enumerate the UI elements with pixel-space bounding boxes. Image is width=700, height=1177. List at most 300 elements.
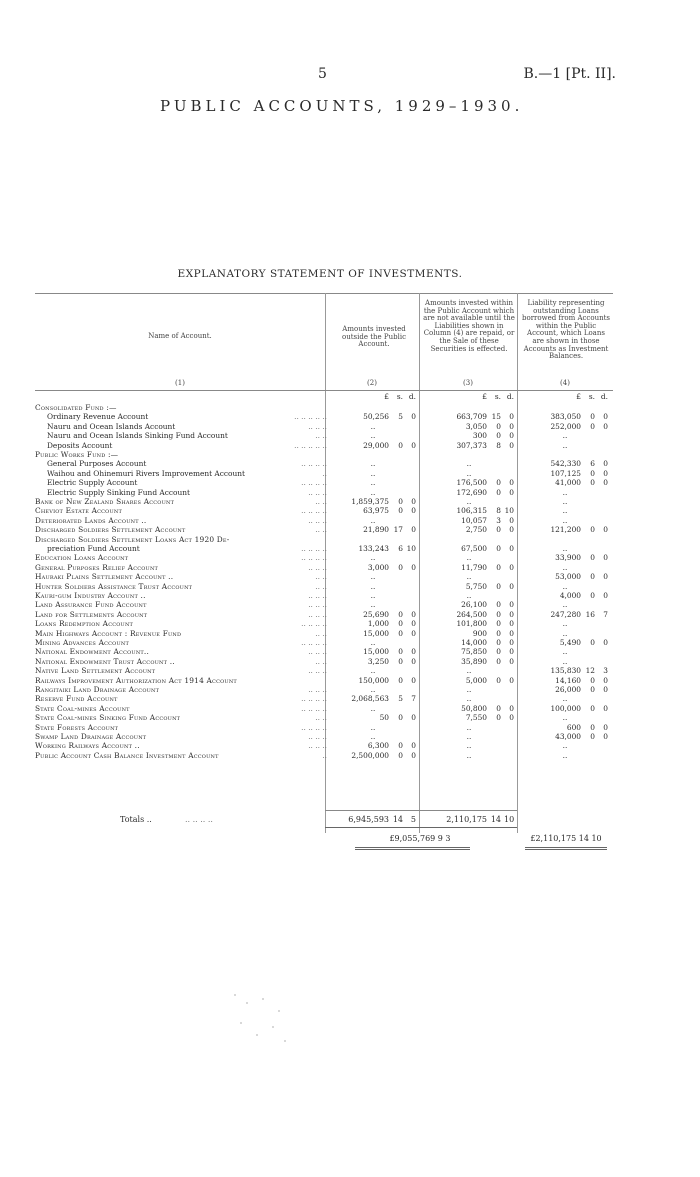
shillings-value: 0 (398, 656, 403, 666)
pounds-value: 133,243 (358, 544, 389, 553)
shillings-value: 0 (496, 703, 501, 713)
shillings-value: 0 (590, 412, 595, 422)
pence-value: 0 (509, 412, 514, 422)
shillings-value: 0 (496, 431, 501, 441)
pounds-value: 29,000 (363, 440, 389, 450)
shillings-value: 0 (496, 487, 501, 497)
table-row (35, 431, 613, 440)
shillings-value: 0 (398, 675, 403, 685)
nil-marker: .. (562, 506, 568, 516)
pence-value: 3 (603, 666, 608, 676)
account-name: Main Highways Account : Revenue Fund (35, 628, 182, 638)
pence-value: 0 (603, 412, 608, 422)
pence-value: 0 (411, 506, 416, 516)
account-name: Deposits Account (47, 440, 113, 450)
pounds-value: 26,100 (461, 600, 487, 610)
pence-value: 0 (509, 619, 514, 629)
shillings-value: 0 (590, 591, 595, 600)
nil-marker: .. (562, 741, 568, 751)
combined-rule (325, 827, 517, 828)
pounds-value: 542,330 (550, 459, 581, 469)
leader-dots: .. .. .. (308, 591, 327, 600)
shillings-value: 5 (398, 694, 403, 704)
pence-value: 0 (509, 440, 514, 450)
account-name: Hunter Soldiers Assistance Trust Account (35, 581, 193, 591)
table-row (35, 516, 613, 525)
pence-value: 0 (603, 722, 608, 732)
nil-marker: .. (562, 562, 568, 572)
shillings-value: 0 (496, 638, 501, 647)
table-row (35, 751, 613, 760)
nil-marker: .. (370, 478, 376, 488)
pounds-value: 135,830 (550, 666, 581, 676)
statement-title: EXPLANATORY STATEMENT OF INVESTMENTS. (177, 268, 463, 280)
table-row (35, 619, 613, 628)
shillings-value: 0 (590, 722, 595, 732)
nil-marker: .. (466, 468, 472, 478)
shillings-value: 0 (496, 609, 501, 619)
shillings-value: 0 (398, 506, 403, 516)
shillings-value: 0 (590, 478, 595, 488)
table-row (35, 572, 613, 581)
pence-value: 0 (509, 638, 514, 647)
pounds-value: 5,490 (559, 638, 581, 647)
column-number: (2) (367, 379, 377, 387)
pounds-value: 663,709 (456, 412, 487, 422)
column-number: (1) (175, 379, 185, 387)
shillings-value: 0 (590, 703, 595, 713)
pounds-value: 247,280 (550, 609, 581, 619)
total-outside-pence: 5 (410, 815, 416, 824)
shillings-unit: s. (588, 392, 595, 401)
table-row (35, 732, 613, 741)
nil-marker: .. (466, 694, 472, 704)
nil-marker: .. (466, 572, 472, 582)
nil-marker: .. (562, 581, 568, 591)
nil-marker: .. (370, 638, 376, 647)
liability-double-rule (525, 847, 607, 850)
account-name: Waihou and Ohinemuri Rivers Improvement Account (47, 468, 245, 478)
pence-value: 0 (509, 600, 514, 610)
table-row (35, 553, 613, 562)
table-row (35, 412, 613, 421)
account-name: Land for Settlements Account (35, 609, 148, 619)
nil-marker: .. (370, 515, 376, 525)
shillings-value: 0 (398, 562, 403, 572)
page-number: 5 (318, 66, 327, 82)
account-name: General Purposes Account (47, 459, 147, 469)
nil-marker: .. (370, 666, 376, 676)
pence-value: 0 (509, 431, 514, 441)
pounds-value: 5,750 (465, 581, 487, 591)
nil-marker: .. (466, 741, 472, 751)
pence-value: 0 (603, 468, 608, 478)
total-within-shillings: 14 (490, 815, 501, 824)
column-header-name: Name of Account. (148, 332, 212, 340)
leader-dots: .. .. (315, 525, 327, 535)
pounds-value: 75,850 (461, 647, 487, 657)
leader-dots: .. .. .. .. (301, 694, 327, 704)
leader-dots: .. .. (315, 656, 327, 666)
nil-marker: .. (466, 459, 472, 469)
pounds-value: 1,000 (367, 619, 389, 629)
pounds-value: 900 (472, 628, 487, 638)
nil-marker: .. (562, 497, 568, 506)
pounds-value: 106,315 (456, 506, 487, 516)
pence-value: 7 (411, 694, 416, 704)
pence-value: 0 (509, 478, 514, 488)
pounds-value: 43,000 (555, 732, 581, 741)
pounds-value: 307,373 (456, 440, 487, 450)
nil-marker: .. (562, 694, 568, 704)
table-row (35, 403, 613, 412)
pence-value: 0 (603, 732, 608, 741)
leader-dots: .. .. (315, 581, 327, 591)
shillings-value: 0 (398, 750, 403, 760)
leader-dots: .. .. (315, 431, 327, 441)
pounds-value: 50,256 (363, 412, 389, 422)
pence-value: 0 (411, 497, 416, 506)
pence-unit: d. (408, 392, 416, 401)
shillings-value: 0 (590, 572, 595, 582)
shillings-value: 0 (398, 628, 403, 638)
pounds-value: 1,859,375 (351, 497, 389, 506)
shillings-value: 16 (585, 609, 595, 619)
pounds-value: 172,690 (456, 487, 487, 497)
table-row (35, 469, 613, 478)
leader-dots: .. .. .. .. (301, 619, 327, 629)
pounds-value: 6,300 (367, 741, 389, 751)
pounds-value: 252,000 (550, 421, 581, 431)
shillings-value: 0 (590, 675, 595, 685)
nil-marker: .. (370, 459, 376, 469)
pence-value: 0 (509, 609, 514, 619)
shillings-value: 0 (398, 647, 403, 657)
account-name: preciation Fund Account (47, 544, 140, 553)
shillings-value: 0 (496, 562, 501, 572)
pounds-value: 4,000 (559, 591, 581, 600)
shillings-value: 0 (496, 544, 501, 553)
pence-value: 0 (509, 581, 514, 591)
leader-dots: .. .. .. .. (301, 553, 327, 563)
pence-value: 0 (509, 515, 514, 525)
total-outside-shillings: 14 (392, 815, 403, 824)
table-row (35, 676, 613, 685)
account-name: Mining Advances Account (35, 638, 129, 647)
leader-dots: .. .. .. .. (301, 638, 327, 647)
account-name: National Endowment Trust Account .. (35, 656, 175, 666)
leader-dots: .. .. (315, 572, 327, 582)
pence-value: 0 (411, 609, 416, 619)
table-row (35, 694, 613, 703)
pence-value: 0 (603, 421, 608, 431)
scan-specks (232, 990, 292, 1045)
pence-value: 0 (509, 421, 514, 431)
pounds-value: 67,500 (461, 544, 487, 553)
table-row (35, 591, 613, 600)
table-row (35, 741, 613, 750)
pounds-value: 121,200 (550, 525, 581, 535)
shillings-value: 8 (496, 506, 501, 516)
account-name: Discharged Soldiers Settlement Account (35, 525, 186, 535)
account-name: State Forests Account (35, 722, 119, 732)
table-row (35, 422, 613, 431)
combined-total: £9,055,769 9 3 (389, 834, 451, 843)
pounds-value: 21,890 (363, 525, 389, 535)
table-row (35, 441, 613, 450)
pounds-value: 3,250 (367, 656, 389, 666)
column-number: (4) (560, 379, 570, 387)
shillings-value: 0 (398, 741, 403, 751)
account-name: State Coal-mines Account (35, 703, 130, 713)
pounds-value: 2,500,000 (351, 750, 389, 760)
account-name: Rangitaiki Land Drainage Account (35, 685, 160, 694)
shillings-value: 0 (398, 497, 403, 506)
pounds-unit: £ (576, 392, 581, 401)
nil-marker: .. (562, 750, 568, 760)
pence-value: 0 (509, 703, 514, 713)
pounds-value: 3,000 (367, 562, 389, 572)
pence-unit: d. (600, 392, 608, 401)
total-outside-pounds: 6,945,593 (348, 815, 389, 824)
nil-marker: .. (562, 544, 568, 553)
leader-dots: .. .. .. .. (301, 478, 327, 488)
pounds-value: 100,000 (550, 703, 581, 713)
pounds-value: 107,125 (550, 468, 581, 478)
account-name: Reserve Fund Account (35, 694, 118, 704)
account-name: Kauri-gum Industry Account .. (35, 591, 146, 600)
leader-dots: .. .. .. (308, 421, 327, 431)
account-name: Discharged Soldiers Settlement Loans Act 1920 De- (35, 534, 230, 544)
account-name: Consolidated Fund :— (35, 403, 117, 412)
table-row (35, 638, 613, 647)
table-top-rule (35, 293, 613, 294)
nil-marker: .. (466, 497, 472, 506)
table-row (35, 563, 613, 572)
account-name: Electric Supply Account (47, 478, 138, 488)
account-name: Hauraki Plains Settlement Account .. (35, 572, 174, 582)
shillings-value: 0 (496, 675, 501, 685)
shillings-value: 0 (590, 732, 595, 741)
pounds-value: 33,900 (555, 553, 581, 563)
shillings-value: 6 (590, 459, 595, 469)
pounds-value: 176,500 (456, 478, 487, 488)
shillings-value: 0 (590, 421, 595, 431)
totals-label: Totals .. (120, 815, 152, 824)
column-header-outside: Amounts invested outside the Public Account. (341, 325, 406, 349)
nil-marker: .. (370, 591, 376, 600)
pence-value: 0 (411, 619, 416, 629)
table-row (35, 478, 613, 487)
shillings-value: 6 (398, 544, 403, 553)
pence-value: 10 (406, 544, 416, 553)
header-bottom-rule (35, 390, 613, 391)
pounds-value: 10,057 (461, 515, 487, 525)
table-row (35, 450, 613, 459)
pence-value: 0 (603, 703, 608, 713)
shillings-value: 17 (393, 525, 403, 535)
pence-value: 0 (411, 412, 416, 422)
pence-value: 0 (411, 647, 416, 657)
account-name: Working Railways Account .. (35, 741, 140, 751)
column-number: (3) (463, 379, 473, 387)
pence-value: 0 (411, 440, 416, 450)
pounds-value: 600 (566, 722, 581, 732)
pounds-value: 11,790 (461, 562, 487, 572)
pence-value: 0 (603, 591, 608, 600)
table-row (35, 544, 613, 553)
nil-marker: .. (562, 628, 568, 638)
pounds-value: 300 (472, 431, 487, 441)
pence-value: 0 (509, 525, 514, 535)
pounds-value: 101,800 (456, 619, 487, 629)
pence-value: 0 (509, 562, 514, 572)
leader-dots: .. .. .. .. (301, 459, 327, 469)
pounds-value: 15,000 (363, 628, 389, 638)
account-name: Railways Improvement Authorization Act 1914 Account (35, 675, 237, 685)
total-within-pounds: 2,110,175 (446, 815, 487, 824)
pence-value: 0 (411, 562, 416, 572)
combined-double-rule (355, 847, 470, 850)
table-row (35, 535, 613, 544)
shillings-value: 8 (496, 440, 501, 450)
leader-dots: .. .. (315, 497, 327, 506)
shillings-value: 0 (496, 421, 501, 431)
nil-marker: .. (466, 553, 472, 563)
nil-marker: .. (562, 647, 568, 657)
pounds-value: 14,160 (555, 675, 581, 685)
pence-value: 0 (411, 675, 416, 685)
nil-marker: .. (466, 732, 472, 741)
pounds-value: 7,550 (465, 713, 487, 723)
nil-marker: .. (370, 468, 376, 478)
leader-dots: .. .. .. (308, 666, 327, 676)
shillings-value: 0 (496, 713, 501, 723)
leader-dots: .. .. .. .. (301, 722, 327, 732)
account-name: Swamp Land Drainage Account (35, 732, 147, 741)
leader-dots: .. .. .. (308, 741, 327, 751)
account-name: Deteriorated Lands Account .. (35, 515, 147, 525)
account-name: Bank of New Zealand Shares Account (35, 497, 175, 506)
account-name: Cheviot Estate Account (35, 506, 122, 516)
pence-value: 0 (509, 675, 514, 685)
account-name: National Endowment Account.. (35, 647, 150, 657)
leader-dots: .. .. .. .. .. (294, 440, 327, 450)
table-row (35, 685, 613, 694)
account-name: Loans Redemption Account (35, 619, 134, 629)
nil-marker: .. (370, 553, 376, 563)
pence-value: 0 (509, 487, 514, 497)
totals-row (35, 814, 613, 826)
account-name: Land Assurance Fund Account (35, 600, 147, 610)
pounds-value: 25,690 (363, 609, 389, 619)
table-row (35, 629, 613, 638)
shillings-value: 0 (496, 656, 501, 666)
leader-dots: .. .. .. (308, 487, 327, 497)
pence-value: 0 (509, 656, 514, 666)
pounds-value: 15,000 (363, 647, 389, 657)
pounds-value: 63,975 (363, 506, 389, 516)
account-name: Nauru and Ocean Islands Account (47, 421, 176, 431)
leader-dots: .. .. .. (308, 515, 327, 525)
pence-value: 0 (603, 638, 608, 647)
shillings-value: 0 (496, 525, 501, 535)
nil-marker: .. (562, 656, 568, 666)
shillings-value: 0 (590, 525, 595, 535)
table-row (35, 704, 613, 713)
pence-value: 0 (411, 750, 416, 760)
pence-value: 0 (509, 628, 514, 638)
liability-total: £2,110,175 14 10 (530, 834, 602, 843)
leader-dots: .. .. .. (308, 647, 327, 657)
pence-value: 0 (411, 713, 416, 723)
pence-value: 0 (603, 675, 608, 685)
leader-dots: .. .. (315, 628, 327, 638)
pence-value: 0 (509, 544, 514, 553)
table-row (35, 488, 613, 497)
page-title: PUBLIC ACCOUNTS, 1929–1930. (160, 97, 524, 115)
shillings-value: 0 (496, 628, 501, 638)
shillings-value: 0 (496, 647, 501, 657)
pounds-value: 383,050 (550, 412, 581, 422)
shillings-value: 3 (496, 515, 501, 525)
nil-marker: .. (466, 685, 472, 694)
shillings-unit: s. (494, 392, 501, 401)
pence-unit: d. (506, 392, 514, 401)
pence-value: 0 (603, 525, 608, 535)
leader-dots: .. (322, 750, 327, 760)
table-row (35, 723, 613, 732)
pounds-value: 35,890 (461, 656, 487, 666)
pence-value: 0 (603, 572, 608, 582)
nil-marker: .. (370, 572, 376, 582)
column-header-within: Amounts invested within the Public Account which are not available until the Liabilities shown in Column (4) are repaid, or the Sale of these Securities is effected. (423, 299, 515, 353)
pounds-value: 5,000 (465, 675, 487, 685)
pence-value: 0 (411, 525, 416, 535)
pounds-unit: £ (482, 392, 487, 401)
leader-dots: .. .. .. (308, 562, 327, 572)
shillings-value: 0 (590, 553, 595, 563)
table-row (35, 666, 613, 675)
pounds-value: 53,000 (555, 572, 581, 582)
table-row (35, 713, 613, 722)
pence-value: 0 (509, 713, 514, 723)
nil-marker: .. (562, 619, 568, 629)
pence-value: 0 (603, 685, 608, 694)
shillings-value: 0 (496, 600, 501, 610)
account-name: Public Account Cash Balance Investment Account (35, 750, 219, 760)
leader-dots: .. .. .. (308, 609, 327, 619)
pence-value: 7 (603, 609, 608, 619)
nil-marker: .. (562, 487, 568, 497)
nil-marker: .. (370, 600, 376, 610)
nil-marker: .. (562, 440, 568, 450)
shillings-value: 0 (590, 638, 595, 647)
shillings-unit: s. (396, 392, 403, 401)
nil-marker: .. (370, 722, 376, 732)
leader-dots: .. .. .. .. .. (294, 412, 327, 422)
pence-value: 0 (411, 628, 416, 638)
pence-value: 0 (603, 553, 608, 563)
pence-value: 0 (603, 478, 608, 488)
nil-marker: .. (562, 600, 568, 610)
pounds-value: 14,000 (461, 638, 487, 647)
nil-marker: .. (370, 581, 376, 591)
pounds-value: 2,068,563 (351, 694, 389, 704)
leader-dots: .. .. .. (308, 600, 327, 610)
leader-dots: .. .. (315, 713, 327, 723)
account-name: General Purposes Relief Account (35, 562, 159, 572)
